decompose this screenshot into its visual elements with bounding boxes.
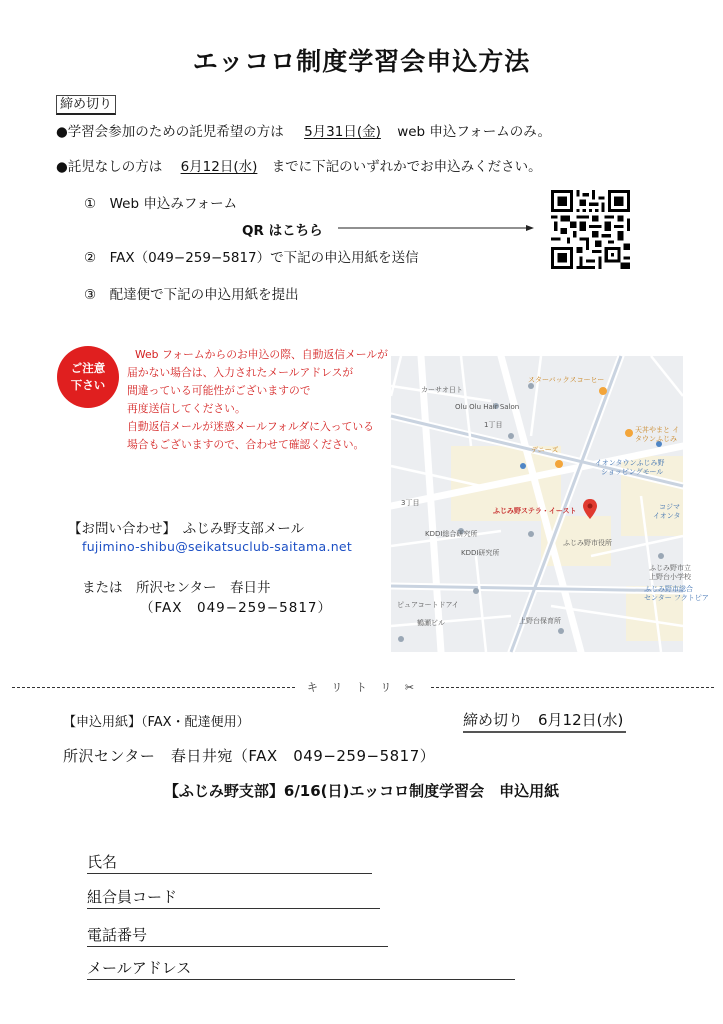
notice-line: 再度送信してください。 — [127, 402, 246, 415]
map-label: KDDI研究所 — [461, 549, 500, 557]
cut-dash — [431, 687, 714, 688]
page-title: エッコロ制度学習会申込方法 — [192, 47, 531, 76]
line1-suffix: web 申込フォームのみ。 — [397, 124, 552, 140]
line2-prefix: ●託児なしの方は — [56, 159, 163, 175]
option-fax: ② FAX（049−259−5817）で下記の申込用紙を送信 — [84, 250, 419, 266]
map-label: カーサオ日ト — [421, 386, 463, 394]
map-pin-icon[interactable] — [583, 499, 597, 519]
no-childcare-deadline-line — [56, 155, 542, 175]
form-address: 所沢センター 春日井宛（FAX 049−259−5817） — [63, 747, 436, 765]
option-web-form: ① Web 申込みフォーム — [84, 196, 238, 212]
qr-code-icon[interactable] — [551, 190, 630, 269]
map-label: センター フクトピア — [644, 594, 709, 602]
notice-line: 届かない場合は、入力されたメールアドレスが — [127, 366, 354, 379]
map-label: ふじみ野市総合 — [644, 585, 693, 593]
contact-label: 【お問い合わせ】 ふじみ野支部メール — [68, 521, 304, 537]
form-deadline: 締め切り 6月12日(水) — [463, 709, 626, 733]
map-label: 3丁目 — [401, 499, 420, 507]
map-label: スターバックスコーヒー — [528, 376, 605, 384]
email-field[interactable]: メールアドレス — [87, 958, 515, 980]
map-label: 鶴瀬ビル — [417, 619, 445, 627]
deadline-label: 締め切り — [56, 95, 116, 115]
notice-line: 場合もございますので、合わせて確認ください。 — [127, 438, 365, 451]
cut-line — [12, 678, 714, 696]
notice-badge — [57, 346, 119, 408]
contact-email-link[interactable]: fujimino-shibu@seikatsuclub-saitama.net — [82, 539, 353, 554]
map-label: イオンタ — [653, 512, 681, 520]
map-label: ふじみ野市役所 — [563, 539, 612, 547]
map-label: ふじみ野ステラ・イースト — [493, 507, 577, 515]
map-label: イオンタウンふじみ野 — [595, 459, 665, 467]
notice-line: Web フォームからのお申込の際、自動返信メールが — [135, 348, 388, 361]
name-field[interactable]: 氏名 — [87, 852, 372, 874]
map-label: 1丁目 — [484, 421, 503, 429]
cut-dash — [12, 687, 295, 688]
map-label: ショッピングモール — [601, 468, 664, 476]
map-label: ピュアコートドアイ — [397, 601, 459, 609]
notice-text — [127, 346, 387, 454]
phone-field[interactable]: 電話番号 — [87, 925, 388, 947]
qr-label: QR はこちら — [242, 223, 323, 239]
line1-prefix: ●学習会参加のための託児希望の方は — [56, 124, 284, 140]
cut-label: キ リ ト リ ✂ — [306, 681, 420, 694]
location-map[interactable] — [391, 356, 709, 652]
notice-line: 間違っている可能性がございますので — [127, 384, 311, 397]
notice-badge-line: ご注意 — [70, 361, 106, 375]
form-header-left: 【申込用紙】（FAX・配達便用） — [63, 715, 250, 730]
map-label: コジマ — [659, 503, 680, 511]
line2-date: 6月12日(水) — [180, 159, 258, 175]
notice-line: 自動返信メールが迷惑メールフォルダに入っている — [127, 420, 374, 433]
map-label: デニーズ — [531, 446, 559, 454]
childcare-deadline-line — [56, 120, 551, 140]
map-label: 上野台小学校 — [649, 573, 691, 581]
member-code-field[interactable]: 組合員コード — [87, 887, 380, 909]
contact-fax: （FAX 049−259−5817） — [140, 600, 333, 616]
notice-badge-line: 下さい — [70, 378, 106, 392]
map-label: 上野台保育所 — [519, 617, 561, 625]
contact-alt: または 所沢センター 春日井 — [82, 580, 271, 596]
map-label: 天丼やまと イ — [635, 426, 680, 434]
map-label: Olu Olu Hair Salon — [455, 403, 520, 411]
map-label: タウンふじみ — [635, 435, 677, 443]
map-label: ふじみ野市立 — [649, 564, 691, 572]
form-title: 【ふじみ野支部】6/16(日)エッコロ制度学習会 申込用紙 — [163, 782, 560, 800]
option-delivery: ③ 配達便で下記の申込用紙を提出 — [84, 287, 299, 303]
map-label: KDDI総合研究所 — [425, 530, 478, 538]
line2-suffix: までに下記のいずれかでお申込みください。 — [271, 159, 542, 175]
line1-date: 5月31日(金) — [304, 124, 381, 140]
arrow-right-icon — [338, 222, 534, 232]
